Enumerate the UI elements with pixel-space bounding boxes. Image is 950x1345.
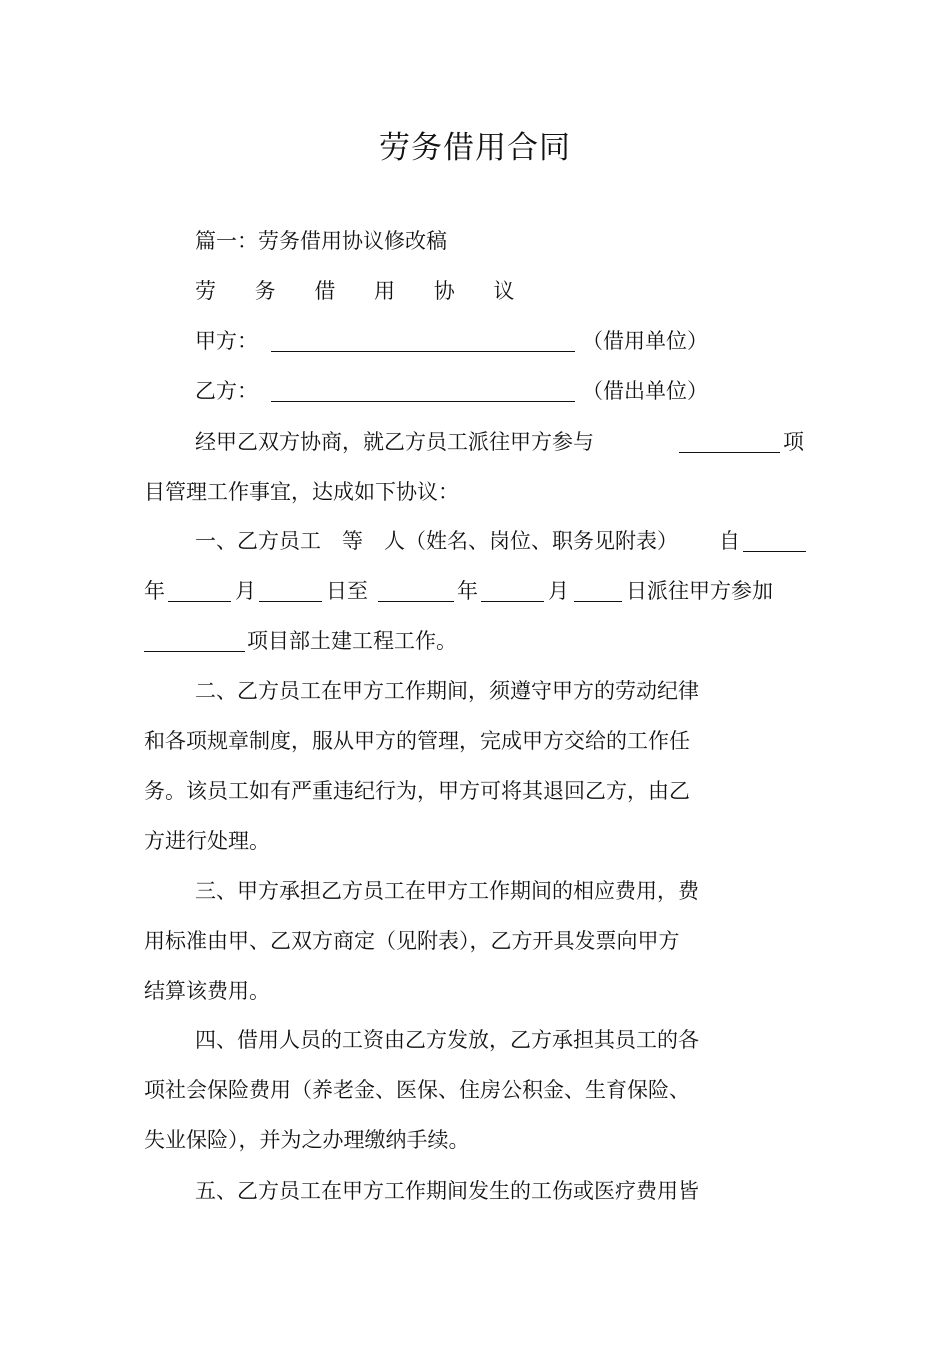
party-a-label: 甲方：	[195, 329, 258, 353]
start-year-blank	[743, 531, 806, 552]
clause-2-line-1: 二、乙方员工在甲方工作期间，须遵守甲方的劳动纪律	[195, 679, 699, 703]
clause-1-line-3: 项目部土建工程工作。	[247, 629, 457, 653]
clause-3-line-2: 用标准由甲、乙双方商定（见附表），乙方开具发票向甲方	[144, 929, 680, 953]
party-b-blank	[271, 381, 575, 402]
party-b-label: 乙方：	[195, 379, 258, 403]
clause-1-year-label-2: 年	[457, 579, 478, 603]
start-month-blank	[168, 581, 231, 602]
clause-2-line-3: 务。该员工如有严重违纪行为，甲方可将其退回乙方，由乙	[144, 779, 690, 803]
section-heading: 篇一：劳务借用协议修改稿	[195, 229, 447, 253]
clause-1-month-label: 月	[235, 579, 256, 603]
clause-3-line-1: 三、甲方承担乙方员工在甲方工作期间的相应费用，费	[195, 879, 699, 903]
party-a-blank	[271, 331, 575, 352]
end-day-blank	[574, 581, 622, 602]
party-b-note: （借出单位）	[582, 379, 708, 403]
intro-line-1: 经甲乙双方协商，就乙方员工派往甲方参与	[195, 430, 594, 454]
end-year-blank	[378, 581, 454, 602]
clause-1-month-label-2: 月	[548, 579, 569, 603]
agreement-title: 劳 务 借 用 协 议	[195, 279, 531, 303]
intro-line-2: 目管理工作事宜，达成如下协议：	[144, 480, 459, 504]
party-a-note: （借用单位）	[582, 329, 708, 353]
clause-3-line-3: 结算该费用。	[144, 979, 270, 1003]
clause-1-year-label: 年	[144, 579, 165, 603]
clause-1-dispatch: 日派往甲方参加	[626, 579, 773, 603]
clause-2-line-2: 和各项规章制度，服从甲方的管理，完成甲方交给的工作任	[144, 729, 690, 753]
clause-4-line-3: 失业保险），并为之办理缴纳手续。	[144, 1128, 470, 1152]
start-day-blank	[259, 581, 322, 602]
end-month-blank	[481, 581, 544, 602]
clause-1-day-to: 日至	[326, 579, 368, 603]
project-name-blank	[679, 432, 780, 453]
clause-1-line-1: 一、乙方员工 等 人（姓名、岗位、职务见附表）	[195, 529, 678, 553]
clause-4-line-1: 四、借用人员的工资由乙方发放，乙方承担其员工的各	[195, 1028, 699, 1052]
document-title: 劳务借用合同	[379, 130, 571, 166]
project-dept-blank	[144, 631, 245, 652]
clause-4-line-2: 项社会保险费用（养老金、医保、住房公积金、生育保险、	[144, 1078, 690, 1102]
clause-2-line-4: 方进行处理。	[144, 829, 270, 853]
intro-line-1-end: 项	[783, 430, 804, 454]
clause-1-from: 自	[719, 529, 740, 553]
clause-5-line-1: 五、乙方员工在甲方工作期间发生的工伤或医疗费用皆	[195, 1179, 699, 1203]
